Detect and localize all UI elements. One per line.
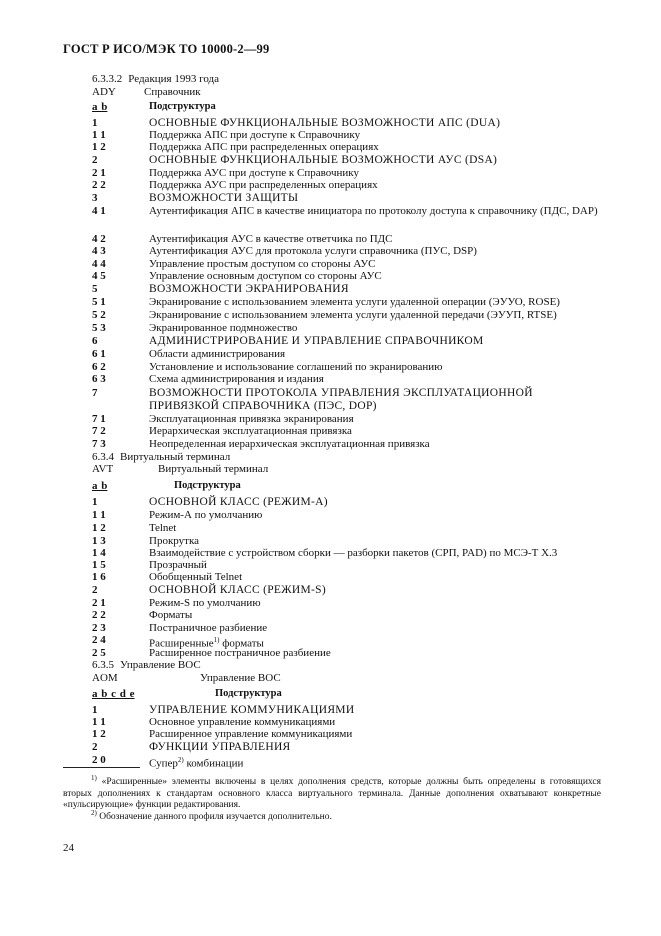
footnote-1: $^{1)}$ «Расширенные» элементы включены в целях дополнения средств, которые должны быть определены в готовящихся вторых дополнениях к стандартам основного класса виртуального терминала. Данные дополнения охватывают конкретные «пульсирующие» функции редактирования. [63,774,601,811]
section-number: 6.3.3.2 [92,73,123,85]
section-heading [92,73,219,85]
substructure-title: Подструктура [149,101,216,112]
footnote-2: $^{2)}$ Обозначение данного профиля изучается дополнительно. [91,809,332,823]
document-header: ГОСТ Р ИСО/МЭК ТО 10000-2—99 [63,42,270,56]
profile-name: Виртуальный терминал [158,463,269,475]
footnote-ref: 1) [213,636,220,644]
substructure-title: Подструктура [174,480,241,491]
page-number: 24 [63,842,74,854]
section-heading [92,451,230,463]
column-letters: a b [92,101,108,113]
section-title: Виртуальный терминал [120,451,231,463]
footnote-ref: 2) [177,756,184,764]
substructure-title: Подструктура [215,688,282,699]
footnote-divider [63,767,140,768]
footnote-mark: 1) [91,774,97,782]
section-number: 6.3.5 [92,659,114,671]
profile-name: Справочник [144,86,201,98]
column-letters: a b [92,480,108,492]
section-heading [92,659,201,671]
section-title: Редакция 1993 года [128,73,220,85]
footnote-mark: 2) [91,809,97,817]
profile-abbr: ADY [92,86,116,98]
super-label: Супер [149,757,178,770]
section-title: Управление ВОС [120,659,201,671]
profile-name: Управление ВОС [200,672,281,684]
section-number: 6.3.4 [92,451,114,463]
profile-abbr: AOM [92,672,118,684]
extended-formats-label: Расширенные [149,637,214,650]
column-letters: a b c d e [92,688,135,700]
profile-abbr: AVT [92,463,114,475]
